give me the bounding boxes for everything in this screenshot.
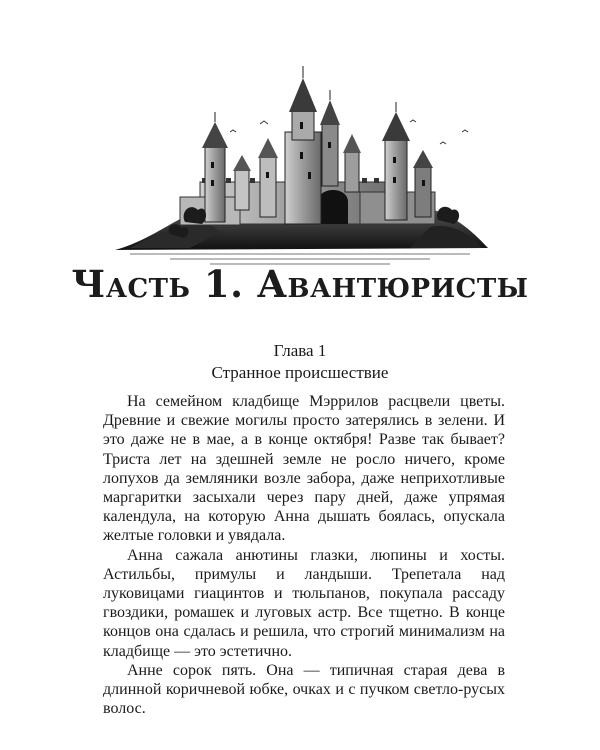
part-title: Часть 1. Авантюристы bbox=[71, 262, 529, 306]
paragraph: На семейном кладбище Мэррилов расцвели цветы. Древние и свежие могилы просто затерялись в зелени. И это даже не в мае, а в конце октября! Разве так бывает? Триста лет на здешней земле не росло ничего, кроме лопухов да земляники возле забора, даже неприхотливые маргаритки засыхали через пару дней, даже упрямая календула, на которую Анна дышать боялась, опускала желтые головки и увядала. bbox=[103, 393, 505, 545]
paragraph: Анне сорок пять. Она — типичная старая дева в длинной коричневой юбке, очках и с пучком светло-русых волос. bbox=[103, 661, 505, 718]
body-text bbox=[103, 392, 505, 718]
chapter-title: Странное происшествие bbox=[211, 363, 389, 382]
castle-illustration bbox=[110, 62, 490, 272]
chapter-number: Глава 1 bbox=[273, 341, 327, 360]
paragraph: Анна сажала анютины глазки, люпины и хосты. Астильбы, примулы и ландыши. Трепетала над луковицами гиацинтов и тюльпанов, покупала рассаду гвоздики, ромашек и луговых астр. Все тщетно. В конце концов она сдалась и решила, что строгий минимализм на кладбище — это эстетично. bbox=[103, 546, 505, 660]
chapter-heading bbox=[0, 340, 600, 384]
